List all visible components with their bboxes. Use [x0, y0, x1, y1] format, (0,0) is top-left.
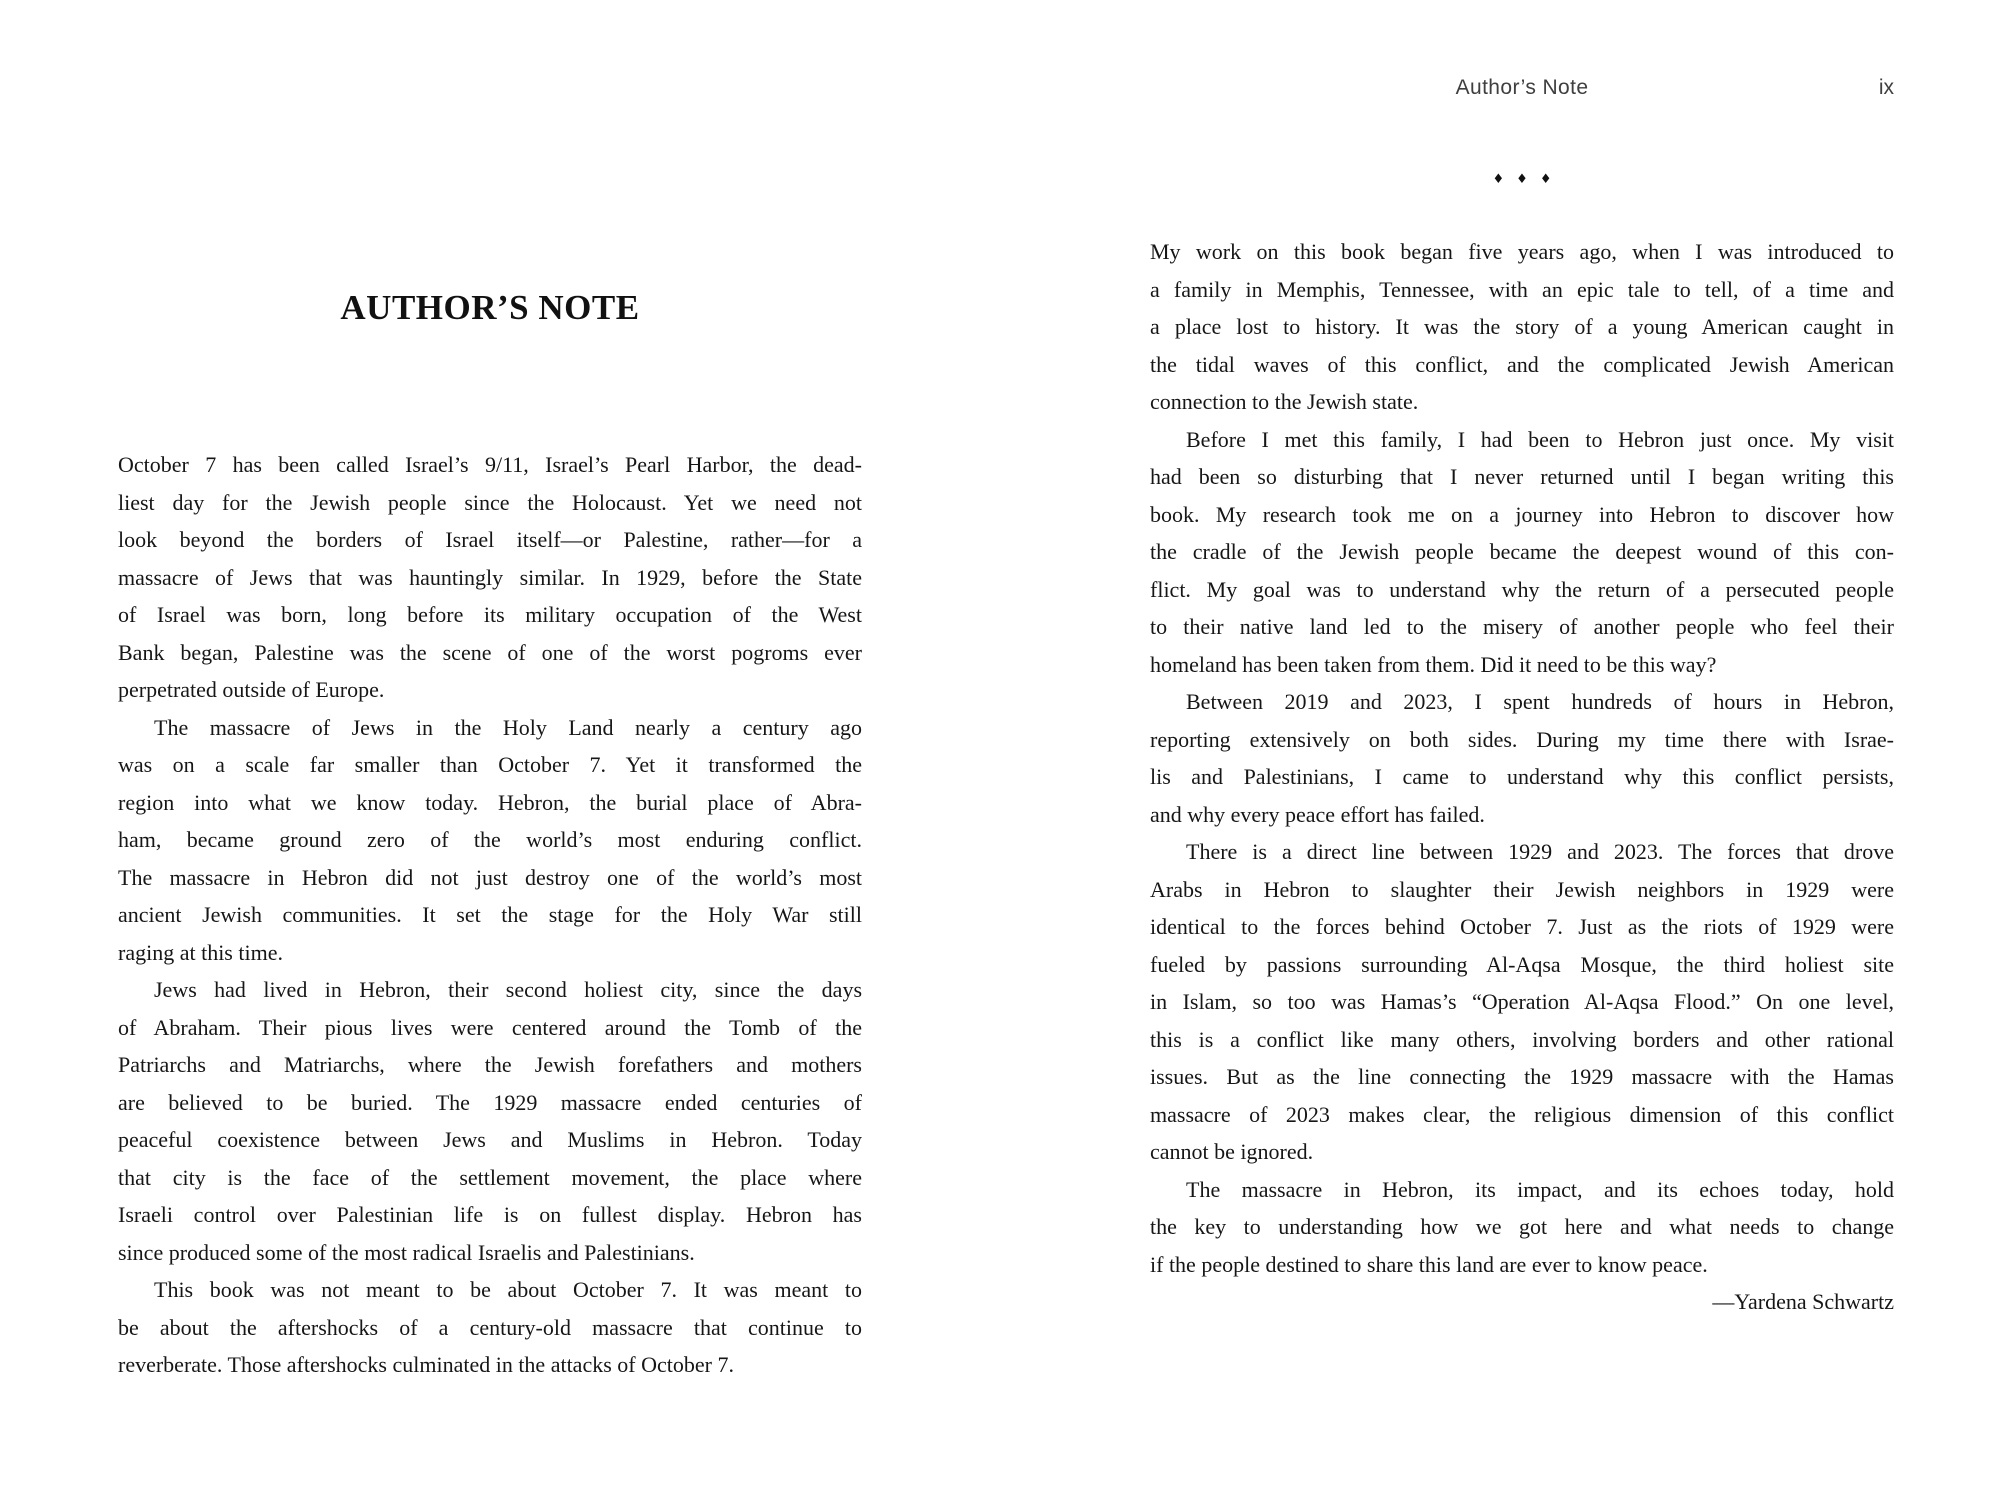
- text-line: of Israel was born, long before its military occupation of the West: [118, 602, 862, 627]
- text-line: be about the aftershocks of a century-old massacre that continue to: [118, 1314, 862, 1340]
- text-line: was on a scale far smaller than October 7. Yet it transformed the: [118, 752, 862, 777]
- text-line: Arabs in Hebron to slaughter their Jewish neighbors in 1929 were: [1150, 876, 1894, 902]
- paragraph: [1150, 833, 1894, 1171]
- paragraph: [1150, 421, 1894, 684]
- text-line: that city is the face of the settlement movement, the place where: [118, 1164, 862, 1190]
- author-signature: —Yardena Schwartz: [1712, 1289, 1894, 1314]
- paragraph: [118, 709, 862, 972]
- text-line: a place lost to history. It was the story of a young American caught in: [1150, 314, 1894, 339]
- text-line: raging at this time.: [118, 939, 283, 965]
- text-line: There is a direct line between 1929 and 2023. The forces that drove: [1186, 839, 1894, 864]
- text-line: the cradle of the Jewish people became the deepest wound of this con-: [1150, 539, 1894, 564]
- text-line: a family in Memphis, Tennessee, with an epic tale to tell, of a time and: [1150, 276, 1894, 302]
- text-line: Israeli control over Palestinian life is on fullest display. Hebron has: [118, 1202, 862, 1227]
- left-page: [118, 0, 862, 1500]
- text-line: identical to the forces behind October 7. Just as the riots of 1929 were: [1150, 914, 1894, 939]
- section-break-ornament: ♦♦♦: [1492, 172, 1564, 187]
- text-line: Before I met this family, I had been to Hebron just once. My visit: [1186, 426, 1894, 452]
- text-line: Bank began, Palestine was the scene of one of the worst pogroms ever: [118, 639, 862, 665]
- right-page: [1150, 0, 1894, 1500]
- paragraph: [118, 446, 862, 709]
- text-line: if the people destined to share this land are ever to know peace.: [1150, 1251, 1708, 1277]
- paragraph: [1150, 683, 1894, 833]
- text-line: reverberate. Those aftershocks culminated in the attacks of October 7.: [118, 1352, 734, 1377]
- paragraph: [118, 1271, 862, 1384]
- text-line: region into what we know today. Hebron, the burial place of Abra-: [118, 789, 862, 815]
- chapter-title: AUTHOR’S NOTE: [340, 288, 640, 327]
- text-line: the key to understanding how we got here and what needs to change: [1150, 1214, 1894, 1239]
- text-line: and why every peace effort has failed.: [1150, 801, 1485, 827]
- text-line: fueled by passions surrounding Al-Aqsa Mosque, the third holiest site: [1150, 951, 1894, 977]
- text-line: homeland has been taken from them. Did it need to be this way?: [1150, 651, 1717, 677]
- text-line: ham, became ground zero of the world’s most enduring conflict.: [118, 827, 862, 852]
- text-line: peaceful coexistence between Jews and Muslims in Hebron. Today: [118, 1127, 862, 1152]
- text-line: This book was not meant to be about October 7. It was meant to: [154, 1277, 862, 1302]
- text-line: perpetrated outside of Europe.: [118, 677, 385, 702]
- text-line: since produced some of the most radical Israelis and Palestinians.: [118, 1239, 695, 1265]
- text-line: of Abraham. Their pious lives were centered around the Tomb of the: [118, 1014, 862, 1040]
- text-line: look beyond the borders of Israel itself—or Palestine, rather—for a: [118, 527, 862, 552]
- paragraph: [118, 971, 862, 1271]
- text-line: massacre of Jews that was hauntingly similar. In 1929, before the State: [118, 564, 862, 590]
- text-line: cannot be ignored.: [1150, 1139, 1314, 1164]
- text-line: The massacre in Hebron, its impact, and its echoes today, hold: [1186, 1176, 1894, 1202]
- text-line: Between 2019 and 2023, I spent hundreds of hours in Hebron,: [1186, 689, 1894, 714]
- text-line: ancient Jewish communities. It set the stage for the Holy War still: [118, 902, 862, 927]
- right-page-body: [1150, 233, 1894, 1321]
- text-line: had been so disturbing that I never returned until I began writing this: [1150, 464, 1894, 489]
- text-line: The massacre in Hebron did not just destroy one of the world’s most: [118, 864, 862, 890]
- text-line: flict. My goal was to understand why the return of a persecuted people: [1150, 576, 1894, 602]
- left-page-body: [118, 446, 862, 1384]
- text-line: book. My research took me on a journey into Hebron to discover how: [1150, 501, 1894, 527]
- page-number: ix: [1878, 76, 1894, 99]
- text-line: My work on this book began five years ago, when I was introduced to: [1150, 239, 1894, 264]
- text-line: are believed to be buried. The 1929 massacre ended centuries of: [118, 1089, 862, 1115]
- text-line: reporting extensively on both sides. During my time there with Israe-: [1150, 726, 1894, 752]
- text-line: Jews had lived in Hebron, their second holiest city, since the days: [154, 977, 862, 1002]
- running-header: Author’s Note: [1455, 76, 1589, 99]
- text-line: the tidal waves of this conflict, and the complicated Jewish American: [1150, 351, 1894, 377]
- text-line: lis and Palestinians, I came to understand why this conflict persists,: [1150, 764, 1894, 789]
- text-line: issues. But as the line connecting the 1929 massacre with the Hamas: [1150, 1064, 1894, 1089]
- text-line: this is a conflict like many others, involving borders and other rational: [1150, 1026, 1894, 1052]
- text-line: massacre of 2023 makes clear, the religious dimension of this conflict: [1150, 1101, 1894, 1127]
- text-line: Patriarchs and Matriarchs, where the Jewish forefathers and mothers: [118, 1052, 862, 1077]
- text-line: October 7 has been called Israel’s 9/11, Israel’s Pearl Harbor, the dead-: [118, 452, 862, 477]
- text-line: to their native land led to the misery of another people who feel their: [1150, 614, 1894, 639]
- text-line: The massacre of Jews in the Holy Land nearly a century ago: [154, 714, 862, 740]
- paragraph: [1150, 1171, 1894, 1284]
- text-line: in Islam, so too was Hamas’s “Operation Al-Aqsa Flood.” On one level,: [1150, 989, 1894, 1014]
- paragraph: [1150, 233, 1894, 421]
- text-line: connection to the Jewish state.: [1150, 389, 1419, 414]
- text-line: liest day for the Jewish people since the Holocaust. Yet we need not: [118, 489, 862, 515]
